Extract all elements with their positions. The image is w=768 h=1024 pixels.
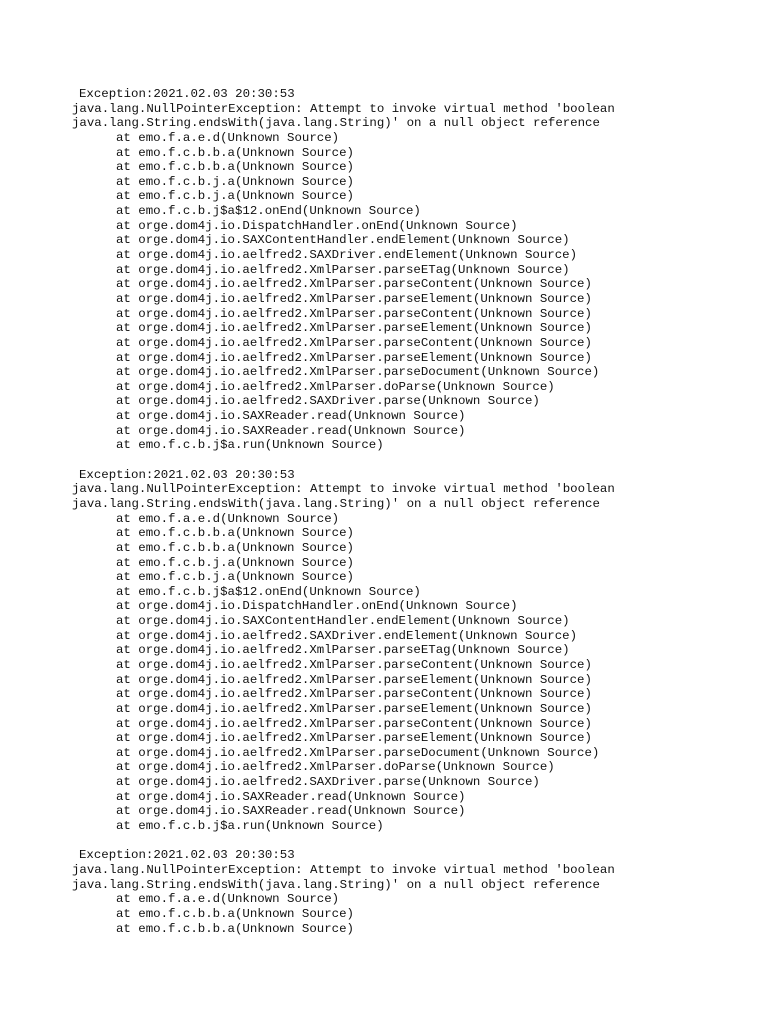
stack-frame: at orge.dom4j.io.aelfred2.XmlParser.parseContent(Unknown Source) [116,306,592,321]
stack-frame: at emo.f.c.b.j.a(Unknown Source) [116,189,354,204]
stack-frame: at orge.dom4j.io.aelfred2.XmlParser.parseElement(Unknown Source) [116,701,592,716]
stack-frame: at emo.f.c.b.j$a.run(Unknown Source) [116,819,384,834]
stack-frame: at emo.f.c.b.j.a(Unknown Source) [116,570,354,585]
stack-frame: at orge.dom4j.io.aelfred2.XmlParser.doParse(Unknown Source) [116,760,555,775]
stack-frame: at emo.f.c.b.b.a(Unknown Source) [116,526,354,541]
stack-frame: at orge.dom4j.io.aelfred2.XmlParser.parseContent(Unknown Source) [116,716,592,731]
stack-frame: at emo.f.c.b.b.a(Unknown Source) [116,145,354,160]
stack-frame: at emo.f.a.e.d(Unknown Source) [116,892,340,907]
stack-frame: at emo.f.c.b.b.a(Unknown Source) [116,540,354,555]
stack-frame: at orge.dom4j.io.aelfred2.XmlParser.parseContent(Unknown Source) [116,657,592,672]
stack-frame: at orge.dom4j.io.SAXContentHandler.endElement(Unknown Source) [116,233,570,248]
exception-block [72,87,752,453]
exception-header: Exception:2021.02.03 20:30:53 [79,848,295,863]
stack-frame: at orge.dom4j.io.aelfred2.XmlParser.parseContent(Unknown Source) [116,335,592,350]
stack-frame: at emo.f.c.b.b.a(Unknown Source) [116,921,354,936]
stack-frame: at orge.dom4j.io.aelfred2.XmlParser.parseContent(Unknown Source) [116,277,592,292]
stack-frame: at emo.f.c.b.j$a$12.onEnd(Unknown Source) [116,584,421,599]
stack-frame: at emo.f.c.b.j$a.run(Unknown Source) [116,438,384,453]
exception-block [72,468,752,834]
stack-frame: at emo.f.c.b.b.a(Unknown Source) [116,160,354,175]
stack-frame: at orge.dom4j.io.aelfred2.SAXDriver.parse(Unknown Source) [116,775,540,790]
stack-frame: at orge.dom4j.io.aelfred2.XmlParser.parseDocument(Unknown Source) [116,745,600,760]
stack-frame: at orge.dom4j.io.aelfred2.XmlParser.parseETag(Unknown Source) [116,262,570,277]
exception-message-line: java.lang.String.endsWith(java.lang.String)' on a null object reference [72,877,600,892]
stack-frame: at orge.dom4j.io.aelfred2.XmlParser.parseContent(Unknown Source) [116,687,592,702]
exception-header: Exception:2021.02.03 20:30:53 [79,87,295,101]
log-document [72,87,752,951]
stack-frame: at orge.dom4j.io.aelfred2.XmlParser.doParse(Unknown Source) [116,379,555,394]
stack-frame: at orge.dom4j.io.aelfred2.SAXDriver.parse(Unknown Source) [116,394,540,409]
stack-frame: at orge.dom4j.io.aelfred2.SAXDriver.endElement(Unknown Source) [116,628,578,643]
stack-frame: at emo.f.c.b.b.a(Unknown Source) [116,906,354,921]
stack-frame: at orge.dom4j.io.aelfred2.XmlParser.parseDocument(Unknown Source) [116,365,600,380]
stack-frame: at orge.dom4j.io.SAXContentHandler.endElement(Unknown Source) [116,614,570,629]
exception-block [72,848,752,936]
stack-frame: at emo.f.c.b.j.a(Unknown Source) [116,174,354,189]
stack-frame: at orge.dom4j.io.SAXReader.read(Unknown Source) [116,423,466,438]
stack-frame: at orge.dom4j.io.aelfred2.XmlParser.parseETag(Unknown Source) [116,643,570,658]
stack-frame: at orge.dom4j.io.aelfred2.XmlParser.parseElement(Unknown Source) [116,350,592,365]
stack-frame: at orge.dom4j.io.DispatchHandler.onEnd(Unknown Source) [116,599,518,614]
stack-frame: at orge.dom4j.io.DispatchHandler.onEnd(Unknown Source) [116,218,518,233]
exception-message-line: java.lang.String.endsWith(java.lang.String)' on a null object reference [72,496,600,511]
stack-frame: at emo.f.a.e.d(Unknown Source) [116,511,340,526]
stack-frame: at orge.dom4j.io.SAXReader.read(Unknown Source) [116,804,466,819]
exception-message-line: java.lang.NullPointerException: Attempt to invoke virtual method 'boolean [72,862,615,877]
exception-message-line: java.lang.NullPointerException: Attempt to invoke virtual method 'boolean [72,101,615,116]
stack-frame: at orge.dom4j.io.aelfred2.XmlParser.parseElement(Unknown Source) [116,291,592,306]
exception-message-line: java.lang.String.endsWith(java.lang.String)' on a null object reference [72,116,600,131]
exception-header: Exception:2021.02.03 20:30:53 [79,467,295,482]
stack-frame: at orge.dom4j.io.SAXReader.read(Unknown Source) [116,409,466,424]
stack-frame: at orge.dom4j.io.aelfred2.XmlParser.parseElement(Unknown Source) [116,321,592,336]
stack-frame: at orge.dom4j.io.aelfred2.XmlParser.parseElement(Unknown Source) [116,731,592,746]
stack-frame: at orge.dom4j.io.SAXReader.read(Unknown Source) [116,789,466,804]
exception-message-line: java.lang.NullPointerException: Attempt to invoke virtual method 'boolean [72,482,615,497]
stack-frame: at emo.f.c.b.j$a$12.onEnd(Unknown Source) [116,204,421,219]
stack-frame: at orge.dom4j.io.aelfred2.XmlParser.parseElement(Unknown Source) [116,672,592,687]
stack-frame: at orge.dom4j.io.aelfred2.SAXDriver.endElement(Unknown Source) [116,248,578,263]
stack-frame: at emo.f.a.e.d(Unknown Source) [116,130,340,145]
stack-frame: at emo.f.c.b.j.a(Unknown Source) [116,555,354,570]
